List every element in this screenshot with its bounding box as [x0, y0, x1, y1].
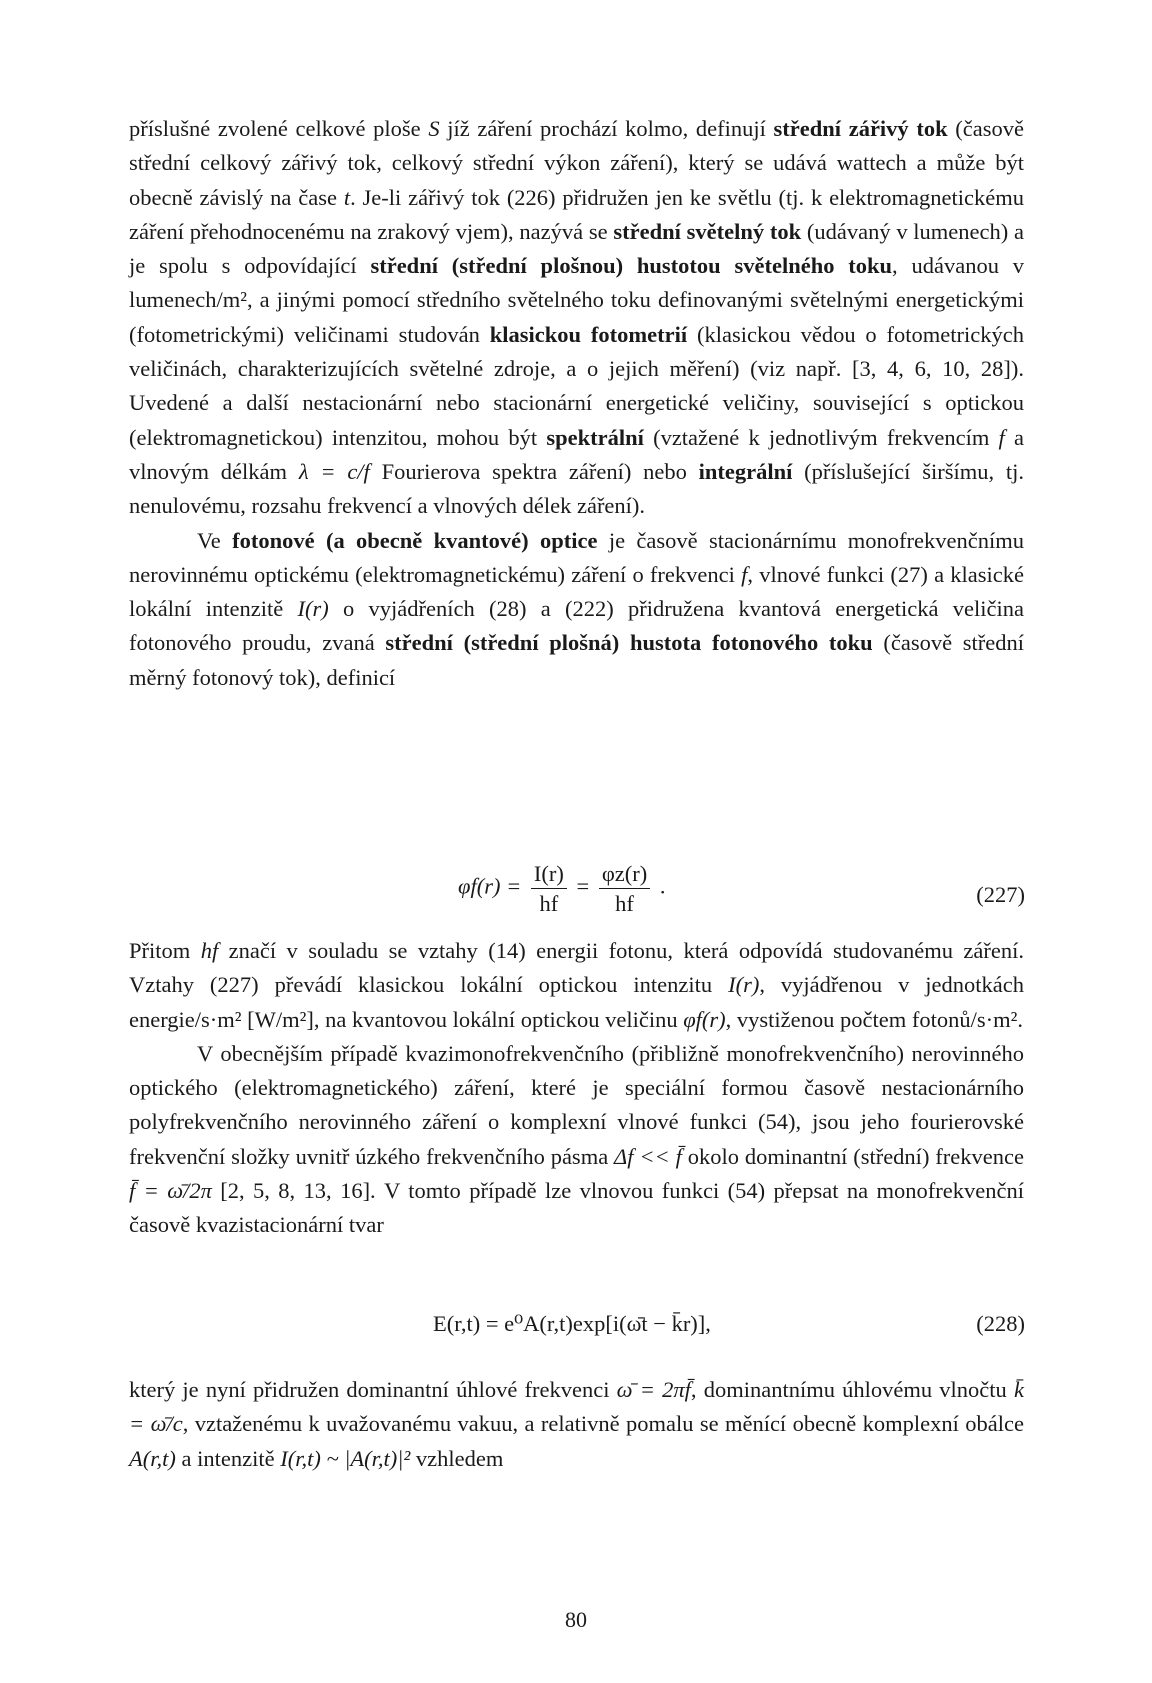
equals-sign: =: [576, 873, 590, 899]
text-span: [2, 5, 8, 13, 16]. V tomto případě lze vlnovou funkci (54) přepsat na monofrekvenční časově kvazistacionární tvar: [129, 1178, 1024, 1238]
paragraph-radiant-flux: [129, 112, 1024, 524]
text-span: a vlnovým délkám: [129, 424, 1024, 484]
bold-term: střední světelný tok: [613, 218, 802, 244]
text-span: (časově střední celkový zářivý tok, celkový střední výkon záření), který se udává wattech a může být obecně závislý na čase: [129, 116, 1024, 210]
math-expression: f̄ = ω̄/2π: [129, 1178, 212, 1204]
equation-number: (227): [976, 882, 1025, 907]
paragraph-quasimonofrequency: [129, 1037, 1024, 1243]
text-span: značí v souladu se vztahy (14) energii fotonu, která odpovídá studovanému záření. Vztahy (227) převádí klasickou lokální optickou intenzitu: [129, 938, 1024, 998]
text-span: , vlnové funkci (27) a klasické lokální intenzitě: [129, 561, 1025, 622]
equation-lhs: φf(r) =: [458, 873, 522, 899]
math-symbol: hf: [200, 938, 219, 963]
bold-term: klasickou fotometrií: [489, 321, 688, 347]
fraction-numerator: φz(r): [599, 859, 650, 889]
math-symbol: S: [428, 116, 440, 141]
text-span: je časově stacionárnímu monofrekvenčnímu nerovinnému optickému (elektromagnetickému) záření o frekvenci: [129, 527, 1024, 587]
equation-punctuation: .: [659, 873, 666, 899]
math-expression: I(r): [728, 972, 760, 998]
math-expression: k̄ = ω̄/c: [129, 1377, 1024, 1437]
text-span: , udávanou v lumenech/m², a jinými pomocí středního světelného toku definovanými světelnými energetickými (fotometrickými) veličinami studován: [129, 253, 1025, 347]
text-span: (příslušející širšímu, tj. nenulovému, rozsahu frekvencí a vlnových délek záření).: [129, 458, 1024, 519]
math-symbol: f: [998, 424, 1005, 450]
text-block-middle: [129, 934, 1024, 1243]
text-span: jíž záření prochází kolmo, definují: [439, 116, 774, 141]
text-span: (časově střední měrný fotonový tok), definicí: [129, 630, 1025, 690]
bold-term: fotonové (a obecně kvantové) optice: [232, 527, 598, 553]
math-symbol: f: [741, 561, 748, 587]
text-span: (klasickou vědou o fotometrických veličinách, charakterizujících světelné zdroje, a o jejich měření) (viz např. [3, 4, 6, 10, 28]). Uvedené a další nestacionární nebo stacionární energetické veličiny, související s optickou (elektromagnetickou) intenzitou, mohou být: [129, 321, 1024, 450]
fraction-denominator: hf: [615, 891, 634, 916]
math-expression: ω̄ = 2πf̄: [616, 1377, 691, 1402]
fraction: [531, 859, 567, 918]
math-expression: I(r,t) ~ |A(r,t)|²: [280, 1445, 411, 1471]
text-span: Fourierova spektra záření) nebo: [369, 458, 699, 484]
text-span: okolo dominantní (střední) frekvence: [681, 1143, 1024, 1169]
text-span: a intenzitě: [175, 1445, 281, 1471]
fraction-denominator: hf: [539, 891, 559, 916]
math-expression: Δf << f̄: [614, 1143, 682, 1169]
paragraph-dominant-frequency: [129, 1373, 1024, 1476]
page-number: 80: [565, 1607, 587, 1632]
text-span: Přitom: [129, 938, 201, 963]
text-span: , vyjádřenou v jednotkách energie/s·m² [W/m²], na kvantovou lokální optickou veličinu: [129, 972, 1024, 1032]
equation-body: E(r,t) = e⁰A(r,t)exp[i(ω̄t − k̄r)],: [433, 1311, 711, 1336]
text-block-top: [129, 112, 1024, 695]
text-span: (udávaný v lumenech) a je spolu s odpovídající: [129, 218, 1024, 279]
bold-term: integrální: [698, 458, 793, 484]
bold-term: střední (střední plošná) hustota fotonového toku: [385, 630, 873, 656]
math-expression: φf(r): [683, 1006, 726, 1032]
text-span: (vztažené k jednotlivým frekvencím: [643, 424, 999, 450]
text-span: Ve: [197, 527, 233, 553]
text-block-bottom: [129, 1373, 1024, 1476]
math-symbol: t: [343, 184, 351, 210]
text-span: . Je-li zářivý tok (226) přidružen jen ke světlu (tj. k elektromagnetickému záření přehodnocenému na zrakový vjem), nazývá se: [129, 184, 1024, 244]
equation-number: (228): [976, 1311, 1025, 1336]
equation-body: [458, 859, 666, 918]
math-expression: λ = c/f: [298, 458, 370, 484]
bold-term: střední zářivý tok: [773, 116, 948, 141]
text-span: V obecnějším případě kvazimonofrekvenčního (přibližně monofrekvenčního) nerovinného optického (elektromagnetického) záření, které je speciální formou časově nestacionárního polyfrekvenčního nerovinného záření o komplexní vlnové funkci (54), jsou jeho fourierovské frekvenční složky uvnitř úzkého frekvenčního pásma: [129, 1040, 1024, 1169]
bold-term: spektrální: [546, 424, 644, 450]
bold-term: střední (střední plošnou) hustotou světelného toku: [370, 253, 893, 279]
paragraph-photon-optics: [129, 524, 1024, 695]
text-span: vzhledem: [410, 1445, 504, 1471]
fraction-numerator: I(r): [531, 859, 567, 889]
text-span: příslušné zvolené celkové ploše: [129, 116, 429, 141]
equation-228: [0, 1311, 1152, 1351]
text-span: o vyjádřeních (28) a (222) přidružena kvantová energetická veličina fotonového proudu, zvaná: [129, 596, 1024, 656]
text-span: který je nyní přidružen dominantní úhlové frekvenci: [129, 1377, 617, 1402]
fraction: [599, 859, 650, 918]
math-expression: A(r,t): [129, 1445, 176, 1471]
text-span: , vystiženou počtem fotonů/s·m².: [725, 1006, 1023, 1032]
paragraph-photon-energy: [129, 934, 1024, 1037]
text-span: , dominantnímu úhlovému vlnočtu: [690, 1377, 1014, 1402]
equation-227: [0, 855, 1152, 935]
text-span: , vztaženému k uvažovanému vakuu, a relativně pomalu se měnící obecně komplexní obálce: [182, 1411, 1024, 1437]
math-expression: I(r): [297, 596, 329, 622]
